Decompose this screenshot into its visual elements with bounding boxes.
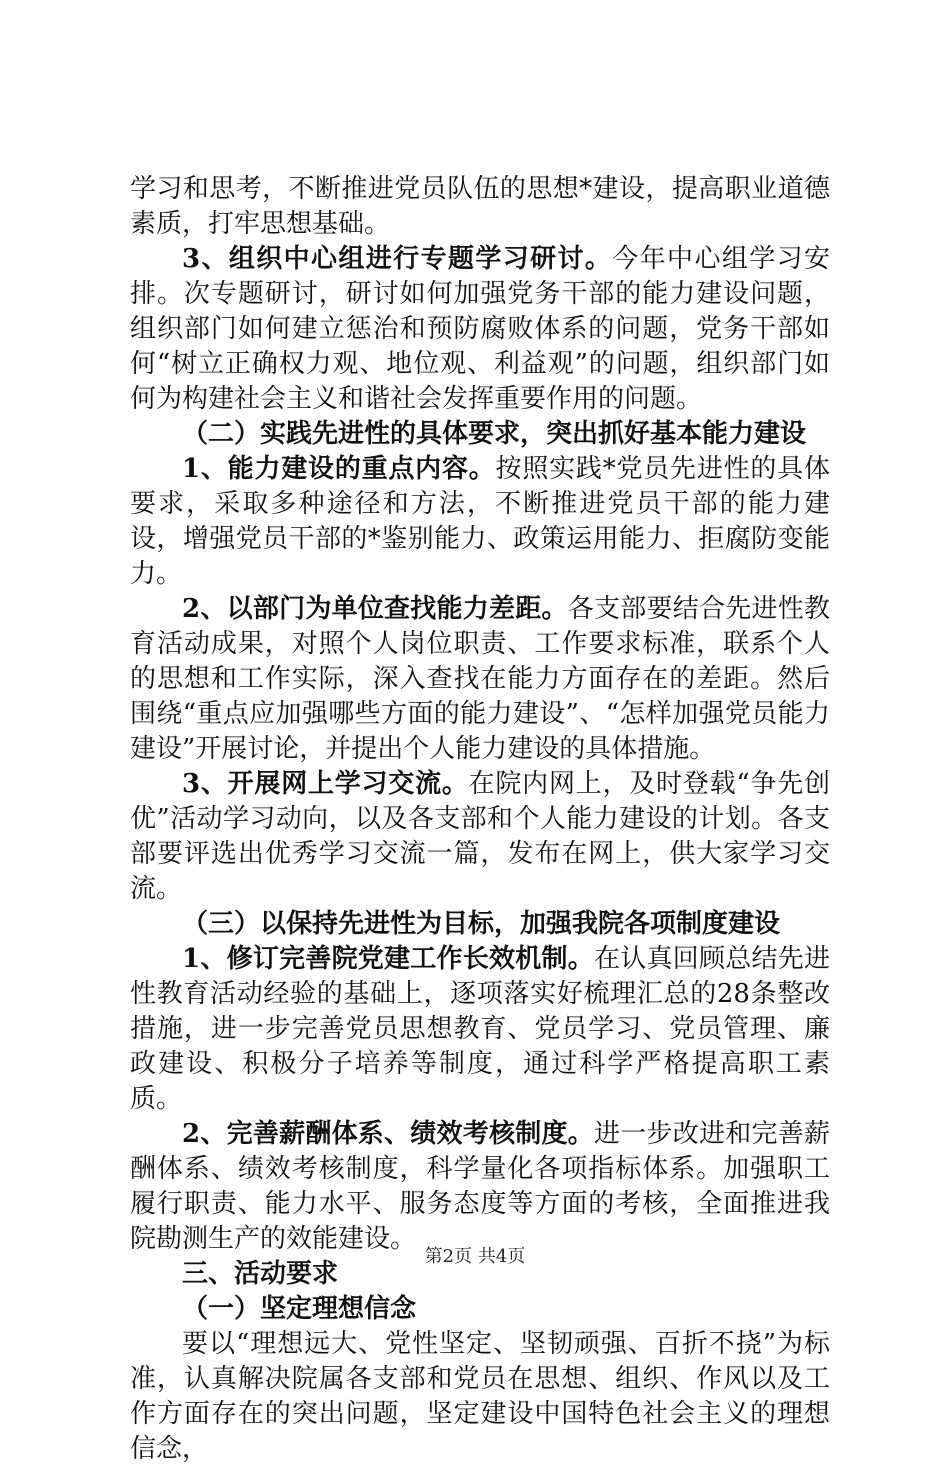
- paragraph: 1、能力建设的重点内容。按照实践*党员先进性的具体要求，采取多种途径和方法，不断推进党员干部的能力建设，增强党员干部的*鉴别能力、政策运用能力、拒腐防变能力。: [130, 454, 830, 589]
- paragraph: 1、修订完善院党建工作长效机制。在认真回顾总结先进性教育活动经验的基础上，逐项落实好梳理汇总的28条整改措施，进一步完善党员思想教育、党员学习、党员管理、廉政建设、积极分子培养等制度，通过科学严格提高职工素质。: [130, 944, 830, 1114]
- paragraph: 2、以部门为单位查找能力差距。各支部要结合先进性教育活动成果，对照个人岗位职责、工作要求标准，联系个人的思想和工作实际，深入查找在能力方面存在的差距。然后围绕“重点应加强哪些方面的能力建设”、“怎样加强党员能力建设”开展讨论，并提出个人能力建设的具体措施。: [130, 594, 830, 764]
- document-body: [130, 172, 830, 1467]
- paragraph: 要以“理想远大、党性坚定、坚韧顽强、百折不挠”为标准，认真解决院属各支部和党员在思想、组织、作风以及工作方面存在的突出问题，坚定建设中国特色社会主义的理想信念，: [130, 1329, 830, 1464]
- section-heading: （一）坚定理想信念: [182, 1294, 417, 1324]
- section-heading: 三、活动要求: [182, 1259, 339, 1289]
- page-number-footer: 第2页 共4页: [424, 1246, 526, 1267]
- paragraph: 2、完善薪酬体系、绩效考核制度。进一步改进和完善薪酬体系、绩效考核制度，科学量化各项指标体系。加强职工履行职责、能力水平、服务态度等方面的考核，全面推进我院勘测生产的效能建设。: [130, 1119, 830, 1254]
- paragraph: 3、开展网上学习交流。在院内网上，及时登载“争先创优”活动学习动向，以及各支部和个人能力建设的计划。各支部要评选出优秀学习交流一篇，发布在网上，供大家学习交流。: [130, 769, 830, 904]
- section-heading: （三）以保持先进性为目标，加强我院各项制度建设: [182, 909, 781, 939]
- paragraph: 3、组织中心组进行专题学习研讨。今年中心组学习安排。次专题研讨，研讨如何加强党务干部的能力建设问题，组织部门如何建立惩治和预防腐败体系的问题，党务干部如何“树立正确权力观、地位观、利益观”的问题，组织部门如何为构建社会主义和谐社会发挥重要作用的问题。: [130, 244, 830, 414]
- paragraph: 学习和思考，不断推进党员队伍的思想*建设，提高职业道德素质，打牢思想基础。: [130, 174, 830, 239]
- section-heading: （二）实践先进性的具体要求，突出抓好基本能力建设: [182, 419, 807, 449]
